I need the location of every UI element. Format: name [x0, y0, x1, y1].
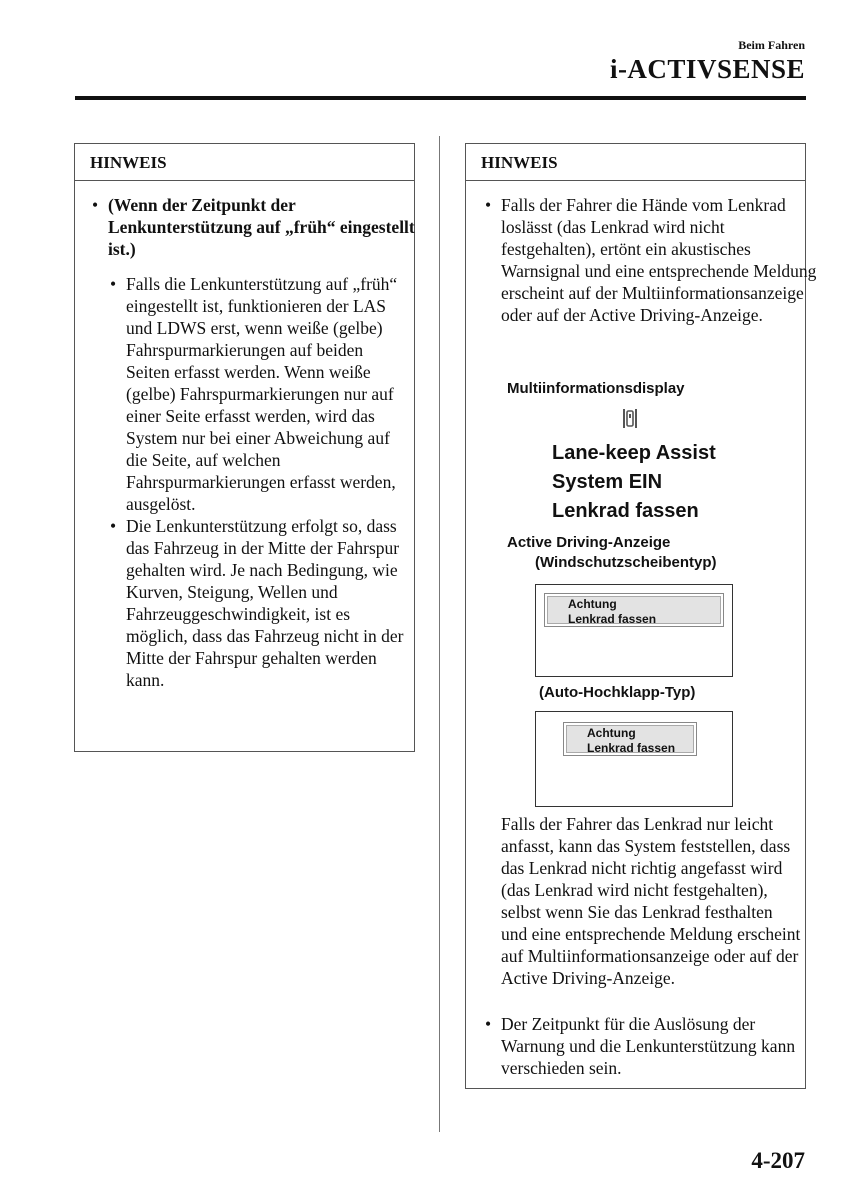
active-driving-label	[507, 533, 717, 573]
warning-line: Achtung	[587, 726, 636, 740]
active-driving-title: Active Driving-Anzeige	[507, 534, 671, 551]
right-note-bullet-1	[481, 194, 821, 326]
multiinfo-label: Multiinformationsdisplay	[507, 380, 685, 397]
left-note-intro-text: (Wenn der Zeitpunkt der Lenkunterstützung auf „früh“ eingestellt ist.)	[108, 195, 415, 259]
right-note-bullet-2-text: Der Zeitpunkt für die Auslösung der Warnung und die Lenkunterstützung kann verschieden sein.	[501, 1014, 796, 1078]
bullet-dot: •	[92, 195, 99, 215]
warning-message	[544, 593, 724, 627]
right-note-bullet-1-text: Falls der Fahrer die Hände vom Lenkrad loslässt (das Lenkrad wird nicht festgehalten), ertönt ein akustisches Warnsignal und eine entsprechende Meldung erscheint auf der Multiinformationsanzeige oder auf der Active Driving-Anzeige.	[501, 195, 817, 325]
page-header	[610, 38, 805, 85]
multiinfo-line: System EIN	[552, 471, 663, 493]
column-divider	[439, 136, 440, 1132]
right-note-paragraph: Falls der Fahrer das Lenkrad nur leicht anfasst, kann das System feststellen, dass das Lenkrad nicht richtig angefasst wird (das Lenkrad wird nicht festgehalten), selbst wenn Sie das Lenkrad festhalten und eine entsprechende Meldung erscheint auf Multiinformationsanzeige oder auf der Active Driving-Anzeige.	[501, 814, 801, 988]
bullet-dot: •	[485, 195, 492, 215]
page-number: 4-207	[751, 1148, 805, 1173]
active-driving-subtitle: (Windschutzscheibentyp)	[535, 554, 717, 571]
right-note-bullet-2	[481, 1013, 821, 1079]
left-note-title: HINWEIS	[75, 144, 414, 181]
left-note-intro	[88, 194, 423, 260]
list-item-text: Falls die Lenkunterstützung auf „früh“ eingestellt ist, funktionieren der LAS und LDWS erst, wenn weiße (gelbe) Fahrspurmarkierungen auf beiden Seiten erfasst werden. Wenn weiße (gelbe) Fahrspurmarkierungen nur auf einer Seite erfasst werden, wird das System nur bei einer Abweichung auf die Seite, auf welchen Fahrspurmarkierungen erfasst werden, ausgelöst.	[126, 274, 398, 514]
warning-line: Lenkrad fassen	[587, 741, 676, 755]
list-item	[110, 515, 410, 691]
bullet-dot: •	[110, 516, 117, 536]
bullet-dot: •	[110, 274, 117, 294]
header-rule	[75, 96, 806, 100]
steering-assist-icon	[622, 408, 638, 429]
auto-hochklapp-label: (Auto-Hochklapp-Typ)	[539, 684, 696, 701]
multiinfo-line: Lane-keep Assist	[552, 442, 716, 464]
list-item-text: Die Lenkunterstützung erfolgt so, dass das Fahrzeug in der Mitte der Fahrspur gehalten wird. Je nach Bedingung, wie Kurven, Steigung, Wellen und Fahrzeuggeschwindigkeit, ist es möglich, dass das Fahrzeug nicht in der Mitte der Fahrspur gehalten werden kann.	[126, 516, 404, 690]
chapter-title: i-ACTIVSENSE	[609, 54, 805, 84]
list-item	[110, 273, 410, 515]
left-note-box	[74, 143, 415, 752]
bullet-dot: •	[485, 1014, 492, 1034]
combiner-display	[535, 711, 733, 807]
windshield-display	[535, 584, 733, 677]
right-note-title: HINWEIS	[466, 144, 805, 181]
warning-message	[563, 722, 697, 756]
multiinfo-line: Lenkrad fassen	[552, 500, 699, 522]
multiinfo-message	[552, 439, 716, 526]
warning-line: Achtung	[568, 597, 617, 611]
left-note-sub-list	[110, 273, 410, 691]
warning-line: Lenkrad fassen	[568, 612, 657, 626]
right-note-box	[465, 143, 817, 1089]
section-label: Beim Fahren	[738, 38, 805, 52]
